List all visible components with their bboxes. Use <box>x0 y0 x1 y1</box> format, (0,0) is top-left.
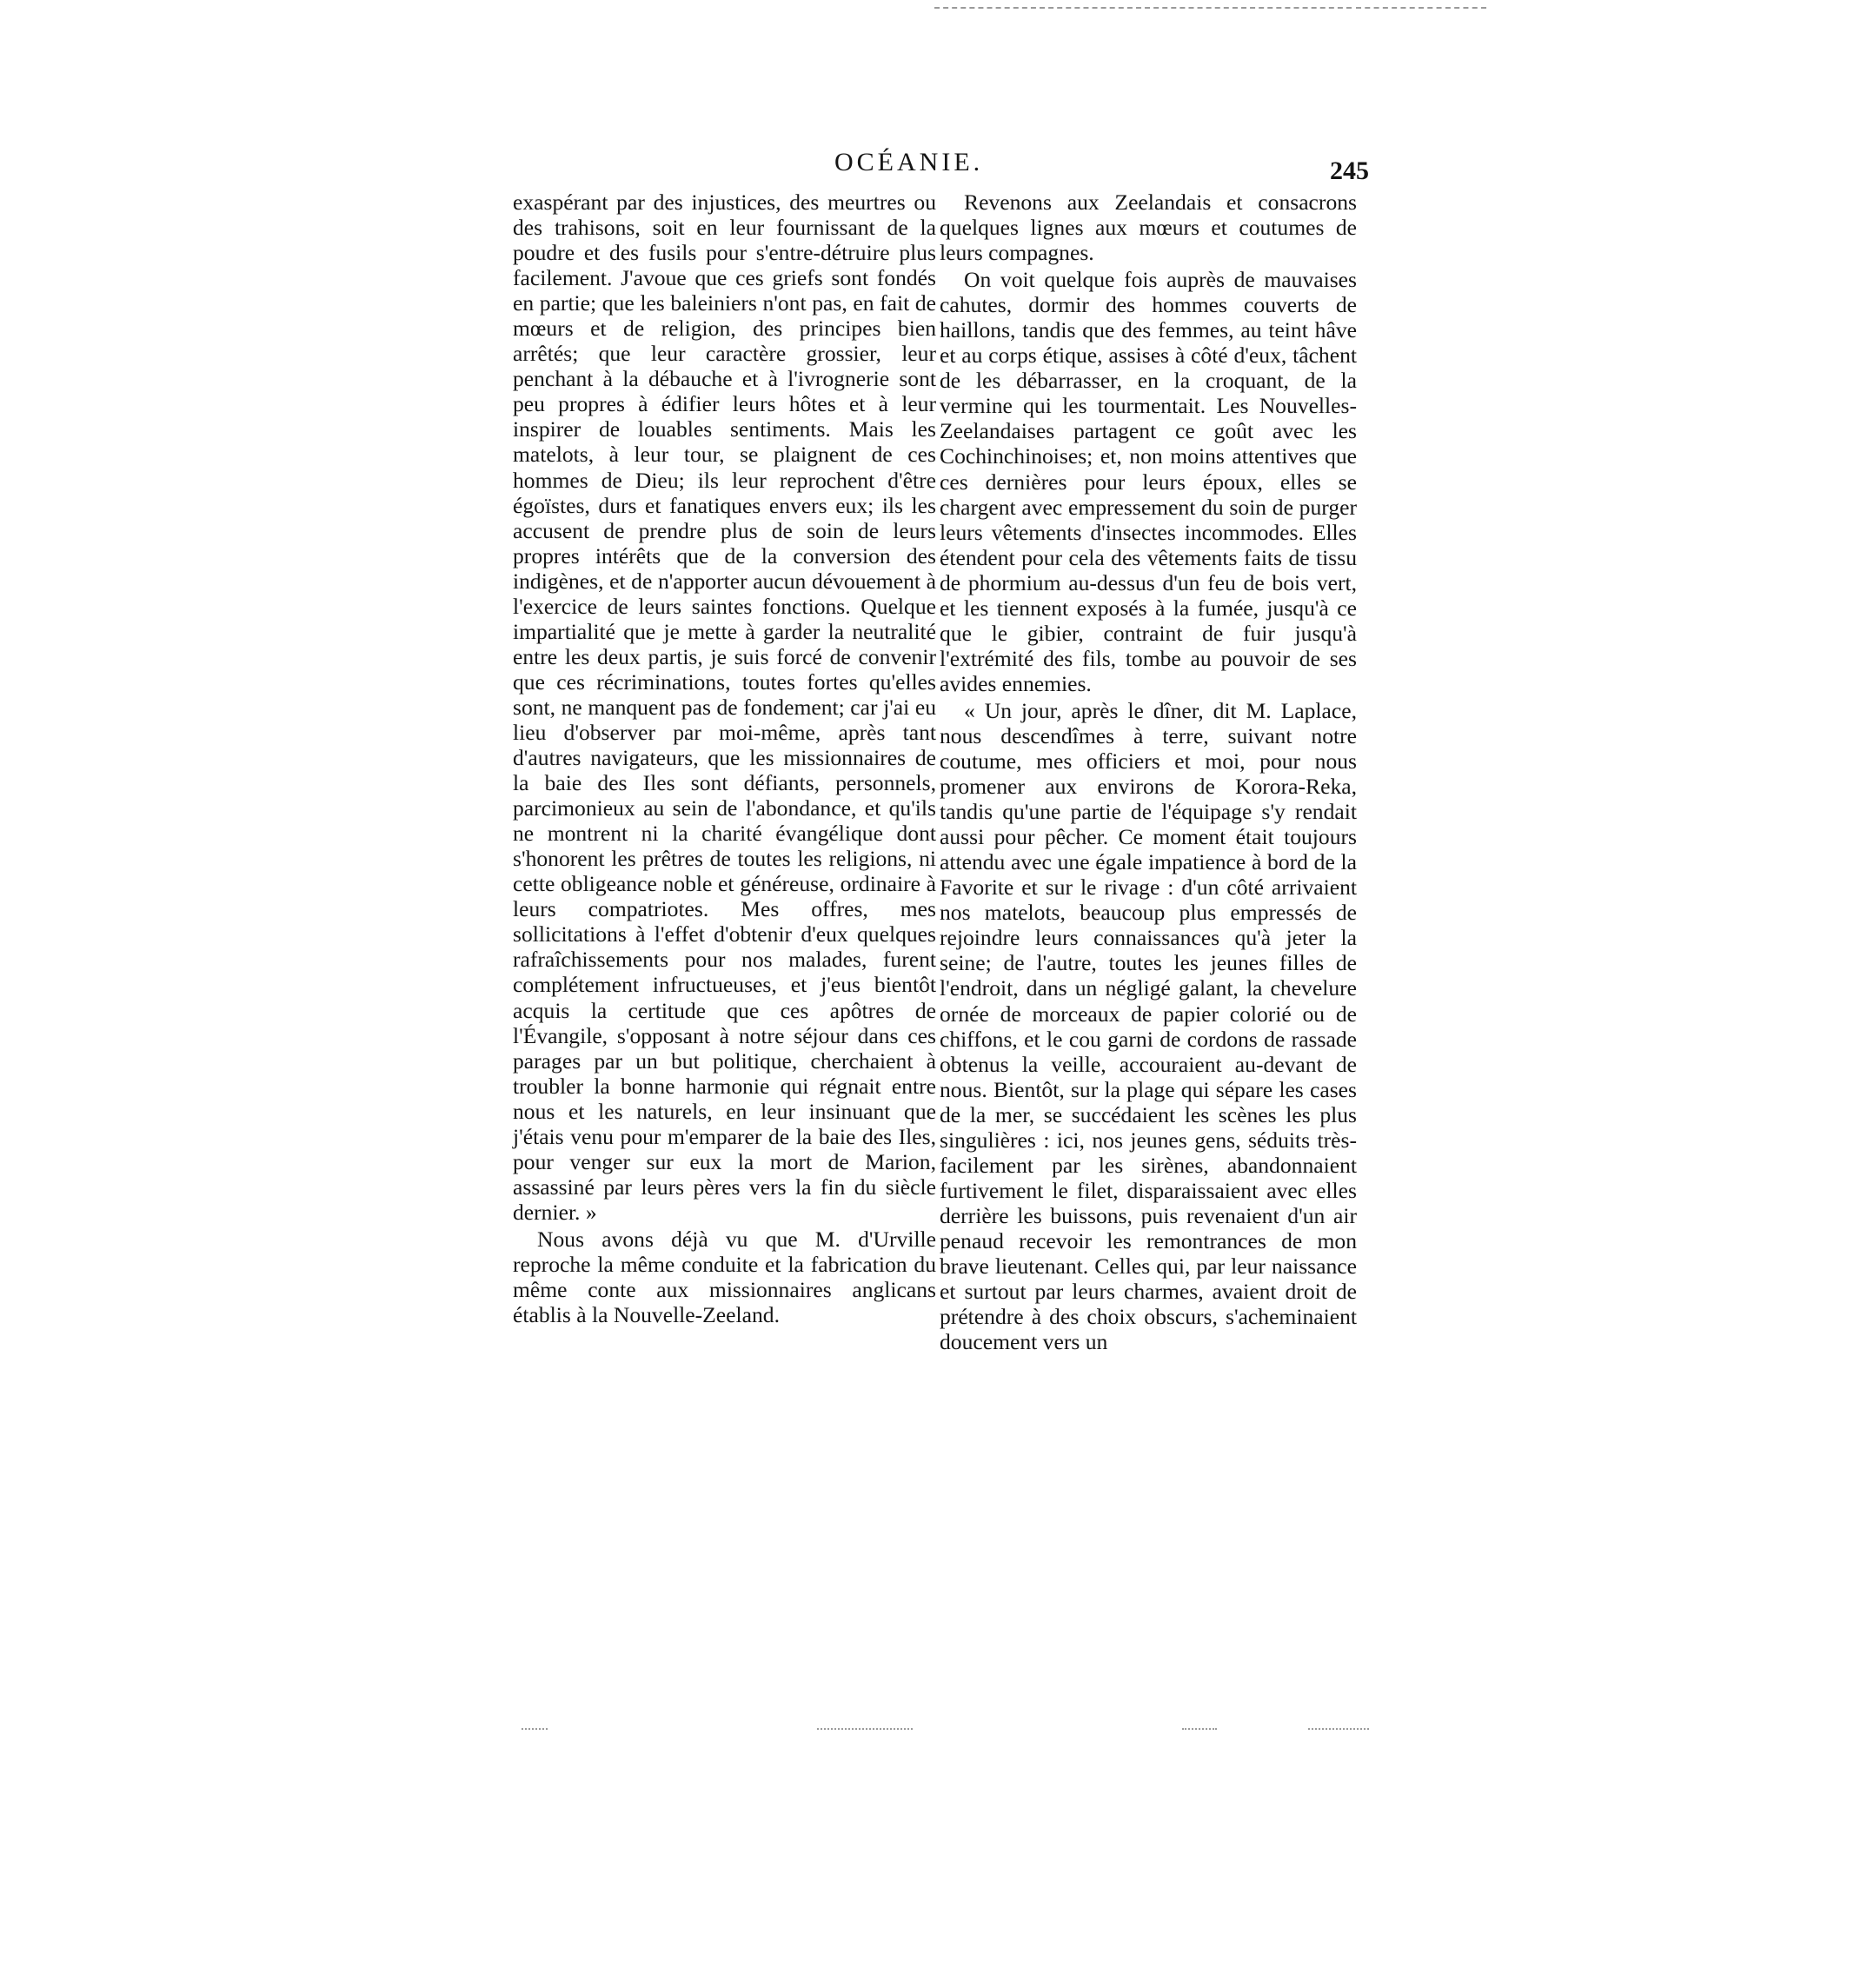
right-text-column <box>940 189 1357 1354</box>
left-text-column <box>513 189 936 1327</box>
running-title: OCÉANIE. <box>834 148 984 176</box>
right-paragraph-2: On voit quelque fois auprès de mauvaises cahutes, dormir des hommes couverts de haillons, tandis que des femmes, au teint hâve et au corps étique, assises à côté d'eux, tâchent de les débarrasser, en la croquant, de la vermine qui les tourmentait. Les Nouvelles-Zeelandaises partagent ce goût avec les Cochinchinoises; et, non moins attentives que ces dernières pour leurs époux, elles se chargent avec empressement du soin de purger leurs vêtements d'insectes incommodes. Elles étendent pour cela des vêtements faits de tissu de phormium au-dessus d'un feu de bois vert, et les tiennent exposés à la fumée, jusqu'à ce que le gibier, contraint de fuir jusqu'à l'extrémité des fils, tombe au pouvoir de ses avides ennemies. <box>940 267 1357 696</box>
left-paragraph-2: Nous avons déjà vu que M. d'Urville reproche la même conduite et la fabrication du même conte aux missionnaires anglicans établis à la Nouvelle-Zeeland. <box>513 1226 936 1328</box>
scan-artifact-bottom-rule-1 <box>522 1728 548 1730</box>
right-paragraph-1: Revenons aux Zeelandais et consacrons quelques lignes aux mœurs et coutumes de leurs compagnes. <box>940 189 1357 266</box>
right-paragraph-3: « Un jour, après le dîner, dit M. Laplace, nous descendîmes à terre, suivant notre coutume, mes officiers et moi, pour nous promener aux environs de Korora-Reka, tandis qu'une partie de l'équipage s'y rendait aussi pour pêcher. Ce moment était toujours attendu avec une égale impatience à bord de la Favorite et sur le rivage : d'un côté arrivaient nos matelots, beaucoup plus empressés de rejoindre leurs connaissances qu'à jeter la seine; de l'autre, toutes les jeunes filles de l'endroit, dans un négligé galant, la chevelure ornée de morceaux de papier colorié ou de chiffons, et le cou garni de cordons de rassade obtenus la veille, accouraient au-devant de nous. Bientôt, sur la plage qui sépare les cases de la mer, se succédaient les scènes les plus singulières : ici, nos jeunes gens, séduits très-facilement par les sirènes, abandonnaient furtivement le filet, disparaissaient avec elles derrière les buissons, puis revenaient d'un air penaud recevoir les remontrances de mon brave lieutenant. Celles qui, par leur naissance et surtout par leurs charmes, avaient droit de prétendre à des choix obscurs, s'acheminaient doucement vers un <box>940 697 1357 1355</box>
left-paragraph-1: exaspérant par des injustices, des meurtres ou des trahisons, soit en leur fournissant de la poudre et des fusils pour s'entre-détruire plus facilement. J'avoue que ces griefs sont fondés en partie; que les baleiniers n'ont pas, en fait de mœurs et de religion, des principes bien arrêtés; que leur caractère grossier, leur penchant à la débauche et à l'ivrognerie sont peu propres à édifier leurs hôtes et à leur inspirer de louables sentiments. Mais les matelots, à leur tour, se plaignent de ces hommes de Dieu; ils leur reprochent d'être égoïstes, durs et fanatiques envers eux; ils les accusent de prendre plus de soin de leurs propres intérêts que de la conversion des indigènes, et de n'apporter aucun dévouement à l'exercice de leurs saintes fonctions. Quelque impartialité que je mette à garder la neutralité entre les deux partis, je suis forcé de convenir que ces récriminations, toutes fortes qu'elles sont, ne manquent pas de fondement; car j'ai eu lieu d'observer par moi-même, après tant d'autres navigateurs, que les missionnaires de la baie des Iles sont défiants, personnels, parcimonieux au sein de l'abondance, et qu'ils ne montrent ni la charité évangélique dont s'honorent les prêtres de toutes les religions, ni cette obligeance noble et généreuse, ordinaire à leurs compatriotes. Mes offres, mes sollicitations à l'effet d'obtenir d'eux quelques rafraîchissements pour nos malades, furent complétement infructueuses, et j'eus bientôt acquis la certitude que ces apôtres de l'Évangile, s'opposant à notre séjour dans ces parages par un but politique, cherchaient à troubler la bonne harmonie qui régnait entre nous et les naturels, en leur insinuant que j'étais venu pour m'emparer de la baie des Iles, pour venger sur eux la mort de Marion, assassiné par leurs pères vers la fin du siècle dernier. » <box>513 189 936 1225</box>
scan-artifact-bottom-rule-4 <box>1308 1728 1369 1730</box>
page-number: 245 <box>1330 156 1369 185</box>
scan-artifact-top-rule-right <box>1356 7 1486 9</box>
scan-artifact-bottom-rule-3 <box>1182 1728 1217 1730</box>
scan-artifact-bottom-rule-2 <box>817 1728 913 1730</box>
scan-artifact-top-rule <box>934 7 1352 9</box>
